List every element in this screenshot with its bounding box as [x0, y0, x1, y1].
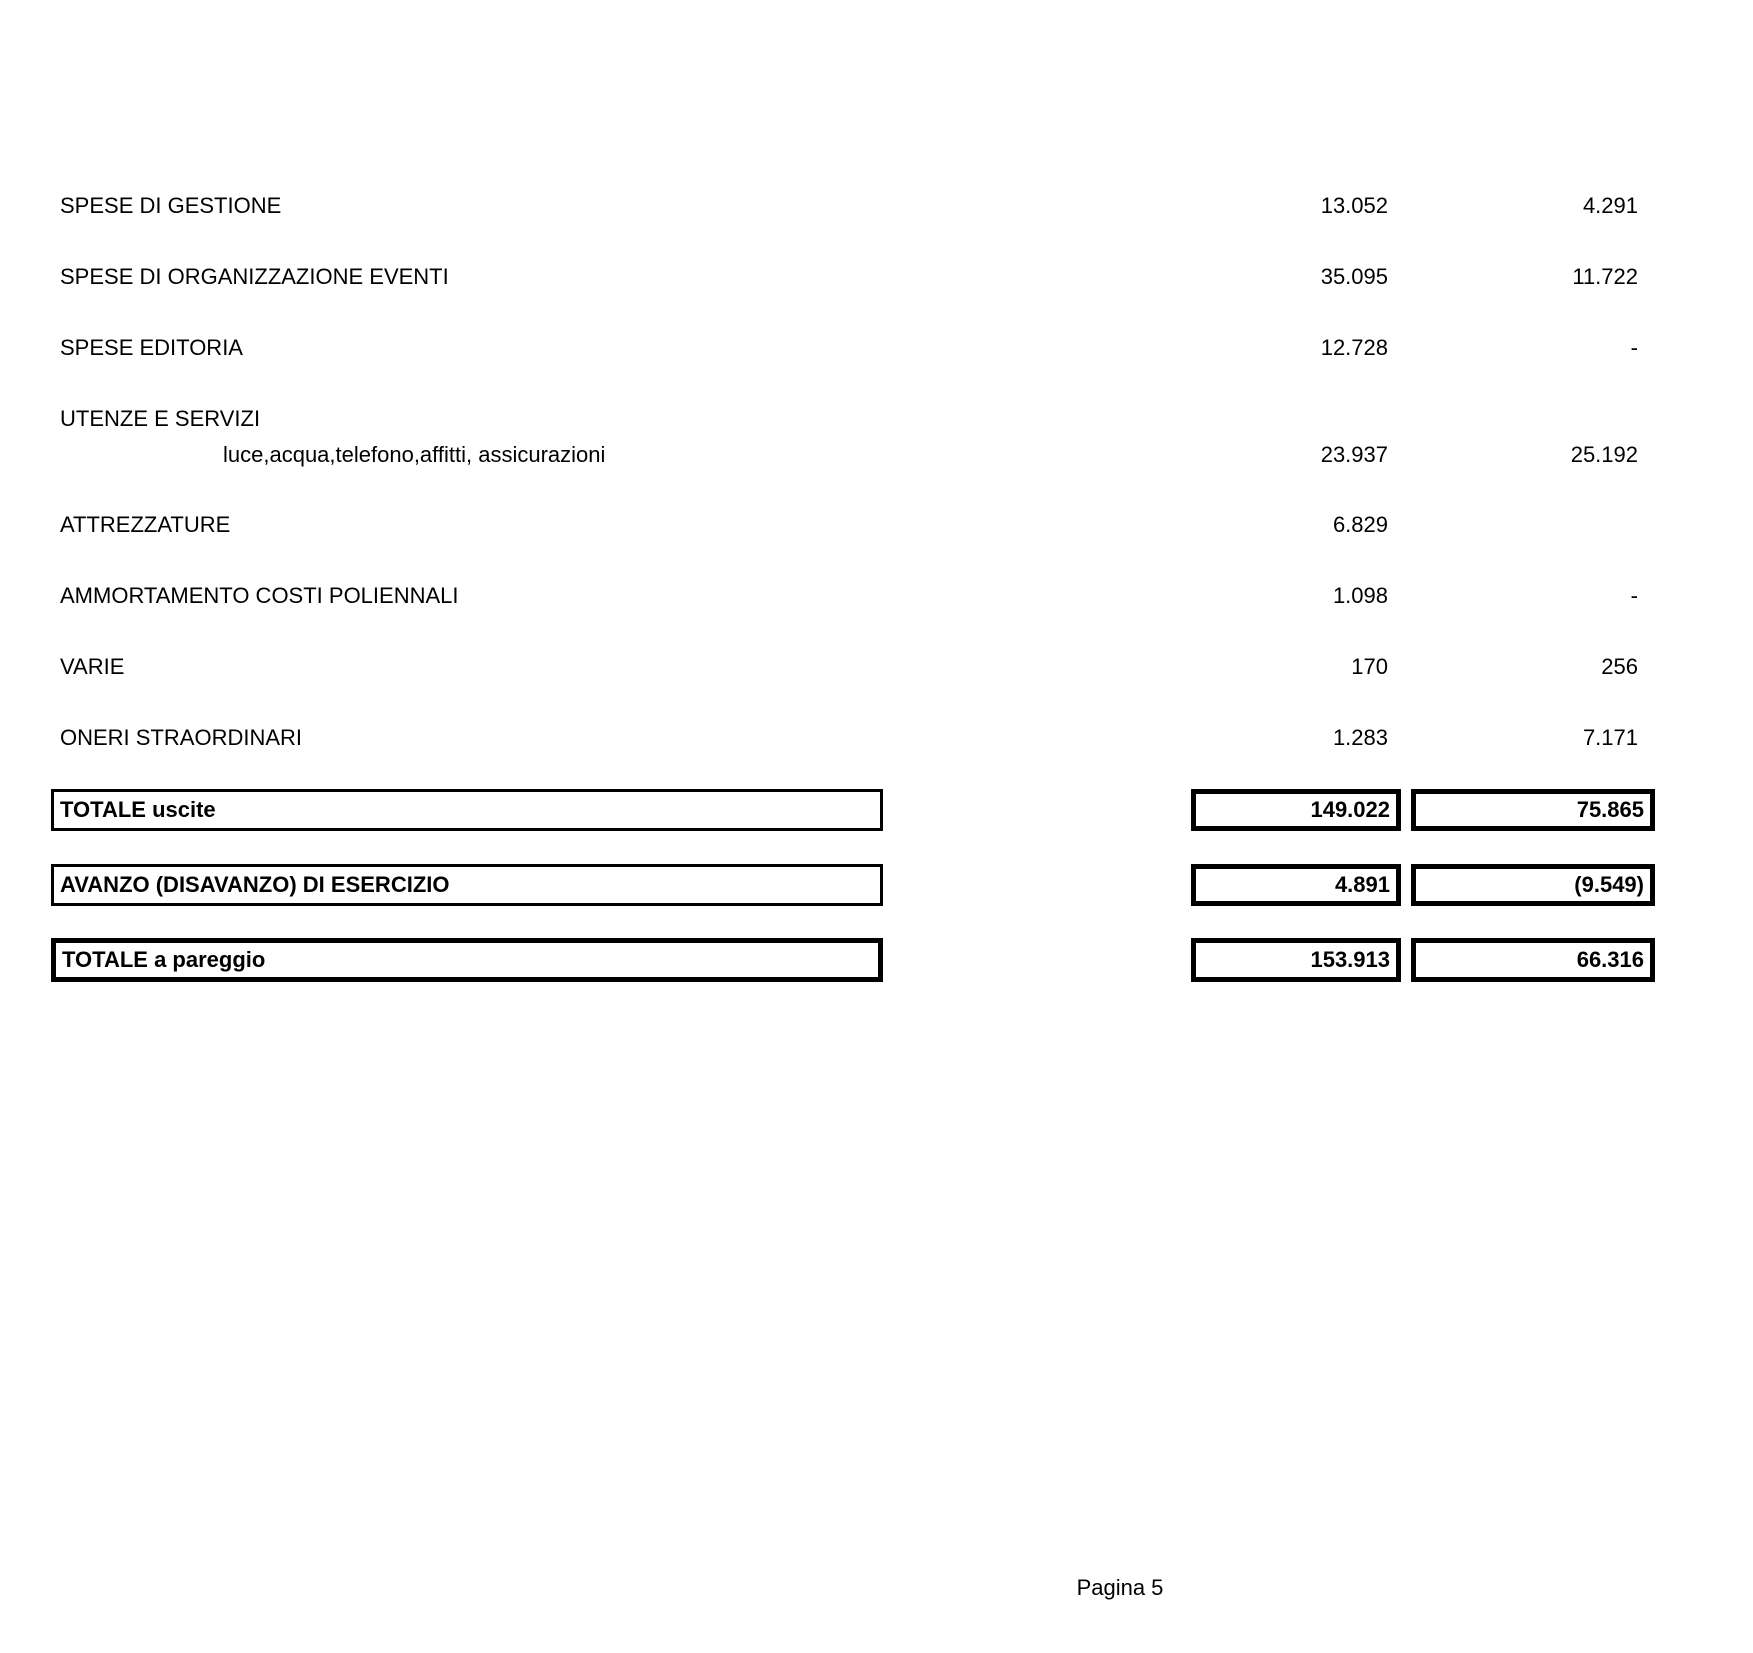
row-value-previous: 25.192 [1570, 442, 1638, 467]
row-value-current: 13.052 [1320, 193, 1388, 218]
total-label: TOTALE a pareggio [62, 947, 266, 972]
total-label: TOTALE uscite [60, 797, 216, 822]
expense-row-spese-organizzazione-eventi [0, 257, 1753, 297]
row-value-current: 35.095 [1320, 264, 1388, 289]
row-value-current: 170 [1351, 654, 1388, 679]
row-label: AMMORTAMENTO COSTI POLIENNALI [60, 583, 459, 608]
row-value-current: 23.937 [1320, 442, 1388, 467]
page-number: Pagina 5 [1076, 1575, 1164, 1600]
expense-row-utenze-servizi-detail [0, 435, 1753, 475]
row-value-current: 1.283 [1332, 725, 1388, 750]
total-row-pareggio [0, 938, 1753, 982]
row-value-previous: - [1630, 583, 1638, 608]
row-value-previous: 7.171 [1582, 725, 1638, 750]
row-value-current: 12.728 [1320, 335, 1388, 360]
expense-row-ammortamento [0, 576, 1753, 616]
total-value-current-box [1191, 864, 1401, 906]
expense-row-spese-gestione [0, 186, 1753, 226]
row-value-previous: 11.722 [1572, 264, 1638, 289]
total-row-uscite [0, 789, 1753, 831]
row-value-previous: 256 [1601, 654, 1638, 679]
total-value-previous-box [1411, 789, 1655, 831]
total-value-current: 4.891 [1334, 872, 1390, 897]
row-label: VARIE [60, 654, 125, 679]
total-label-box [51, 864, 883, 906]
row-value-previous: - [1630, 335, 1638, 360]
total-value-previous: (9.549) [1574, 872, 1644, 897]
row-label: ATTREZZATURE [60, 512, 231, 537]
row-value-current: 1.098 [1332, 583, 1388, 608]
expense-row-spese-editoria [0, 328, 1753, 368]
total-label: AVANZO (DISAVANZO) DI ESERCIZIO [60, 872, 450, 897]
row-label: SPESE EDITORIA [60, 335, 243, 360]
row-value-current: 6.829 [1332, 512, 1388, 537]
total-value-current: 149.022 [1310, 797, 1390, 822]
row-sublabel: luce,acqua,telefono,affitti, assicurazioni [223, 442, 606, 467]
total-label-box [51, 789, 883, 831]
total-row-avanzo [0, 864, 1753, 906]
expense-row-attrezzature [0, 505, 1753, 545]
row-label: ONERI STRAORDINARI [60, 725, 303, 750]
row-value-previous [1440, 505, 1638, 545]
row-label: SPESE DI ORGANIZZAZIONE EVENTI [60, 264, 449, 289]
total-label-box [51, 938, 883, 982]
row-label: UTENZE E SERVIZI [60, 406, 261, 431]
total-value-previous-box [1411, 864, 1655, 906]
total-value-previous: 66.316 [1576, 947, 1644, 972]
expense-row-oneri-straordinari [0, 718, 1753, 758]
total-value-current: 153.913 [1310, 947, 1390, 972]
total-value-previous-box [1411, 938, 1655, 982]
total-value-current-box [1191, 789, 1401, 831]
row-label: SPESE DI GESTIONE [60, 193, 282, 218]
total-value-previous: 75.865 [1576, 797, 1644, 822]
row-value-previous: 4.291 [1582, 193, 1638, 218]
total-value-current-box [1191, 938, 1401, 982]
expense-row-utenze-servizi [0, 399, 1753, 439]
expense-row-varie [0, 647, 1753, 687]
